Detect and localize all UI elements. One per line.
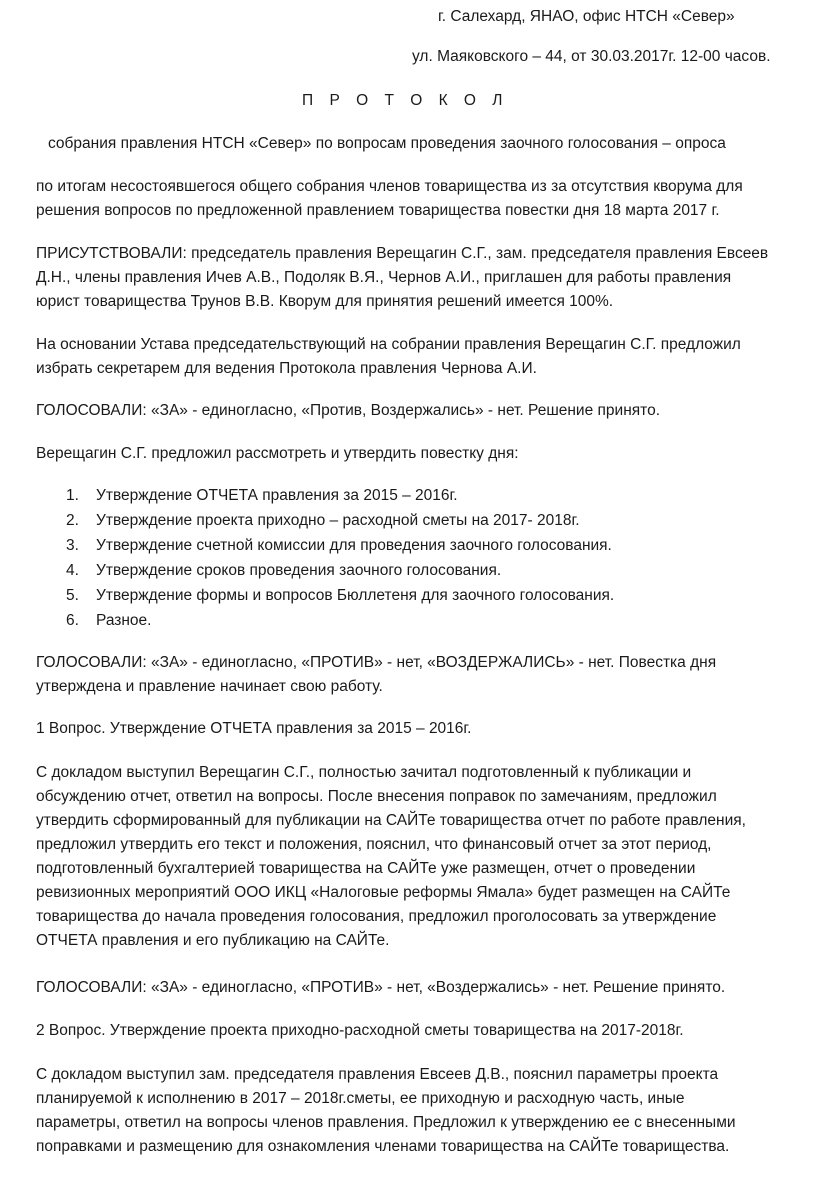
agenda-intro: Верещагин С.Г. предложил рассмотреть и утвердить повестку дня: <box>36 445 519 462</box>
intro-line-1: по итогам несостоявшегося общего собрания членов товарищества из за отсутствия кворума для <box>36 178 743 195</box>
agenda-item-number: 3. <box>66 537 79 554</box>
agenda-item-text: Утверждение сроков проведения заочного голосования. <box>96 562 502 579</box>
agenda-item-number: 1. <box>66 487 79 504</box>
agenda-item-number: 6. <box>66 612 79 629</box>
question-2-body-line: С докладом выступил зам. председателя правления Евсеев Д.В., пояснил параметры проекта <box>36 1066 719 1083</box>
question-1-body-line: утвердить сформированный для публикации на САЙТе товарищества отчет по работе правления, <box>36 812 746 829</box>
present-line-1: ПРИСУТСТВОВАЛИ: председатель правления Верещагин С.Г., зам. председателя правления Евсеев <box>36 245 769 262</box>
vote-2-line-2: утверждена и правление начинает свою работу. <box>36 678 383 695</box>
intro-line-2: решения вопросов по предложенной правлением товарищества повестки дня 18 марта 2017 г. <box>36 202 720 219</box>
agenda-item <box>66 510 580 532</box>
question-1-body-line: товарищества до начала проведения голосования, предложил проголосовать за утверждение <box>36 908 717 925</box>
vote-3: ГОЛОСОВАЛИ: «ЗА» - единогласно, «ПРОТИВ» - нет, «Воздержались» - нет. Решение принято. <box>36 979 726 996</box>
question-1-body-line: ОТЧЕТА правления и его публикацию на САЙТе. <box>36 932 390 949</box>
question-2-title: 2 Вопрос. Утверждение проекта приходно-расходной сметы товарищества на 2017-2018г. <box>36 1022 684 1039</box>
question-1-body-line: обсуждению отчет, ответил на вопросы. После внесения поправок по замечаниям, предложил <box>36 788 717 805</box>
agenda-item <box>66 585 614 607</box>
vote-2-line-1: ГОЛОСОВАЛИ: «ЗА» - единогласно, «ПРОТИВ» - нет, «ВОЗДЕРЖАЛИСЬ» - нет. Повестка дня <box>36 654 717 671</box>
header-address: ул. Маяковского – 44, от 30.03.2017г. 12-00 часов. <box>412 48 771 65</box>
secretary-line-1: На основании Устава председательствующий на собрании правления Верещагин С.Г. предложил <box>36 336 741 353</box>
agenda-item <box>66 485 458 507</box>
agenda-item-text: Разное. <box>96 612 152 629</box>
question-1-body-line: подготовленный бухгалтерией товарищества на САЙТе уже размещен, отчет о проведении <box>36 860 696 877</box>
question-1-title: 1 Вопрос. Утверждение ОТЧЕТА правления за 2015 – 2016г. <box>36 720 472 737</box>
question-1-body-line: предложил утвердить его текст и положения, пояснил, что финансовый отчет за этот период, <box>36 836 712 853</box>
agenda-item <box>66 535 612 557</box>
agenda-item <box>66 560 501 582</box>
agenda-item-number: 2. <box>66 512 79 529</box>
agenda-item <box>66 610 151 632</box>
question-2-body-line: планируемой к исполнению в 2017 – 2018г.сметы, ее приходную и расходную часть, иные <box>36 1090 685 1107</box>
agenda-item-text: Утверждение формы и вопросов Бюллетеня для заочного голосования. <box>96 587 615 604</box>
document-subtitle: собрания правления НТСН «Север» по вопросам проведения заочного голосования – опроса <box>48 135 726 152</box>
document-title: П Р О Т О К О Л <box>302 92 509 109</box>
agenda-item-text: Утверждение счетной комиссии для проведения заочного голосования. <box>96 537 612 554</box>
present-line-2: Д.Н., члены правления Ичев А.В., Подоляк В.Я., Чернов А.И., приглашен для работы правления <box>36 269 732 286</box>
agenda-item-text: Утверждение проекта приходно – расходной сметы на 2017- 2018г. <box>96 512 580 529</box>
agenda-item-number: 5. <box>66 587 79 604</box>
header-location: г. Салехард, ЯНАО, офис НТСН «Север» <box>438 8 735 25</box>
question-1-body-line: С докладом выступил Верещагин С.Г., полностью зачитал подготовленный к публикации и <box>36 764 692 781</box>
question-1-body-line: ревизионных мероприятий ООО ИКЦ «Налоговые реформы Ямала» будет размещен на САЙТе <box>36 884 731 901</box>
agenda-item-text: Утверждение ОТЧЕТА правления за 2015 – 2016г. <box>96 487 458 504</box>
question-2-body-line: параметры, ответил на вопросы членов правления. Предложил к утверждению ее с внесенными <box>36 1114 736 1131</box>
vote-1: ГОЛОСОВАЛИ: «ЗА» - единогласно, «Против, Воздержались» - нет. Решение принято. <box>36 402 660 419</box>
secretary-line-2: избрать секретарем для ведения Протокола правления Чернова А.И. <box>36 360 537 377</box>
present-line-3: юрист товарищества Трунов В.В. Кворум для принятия решений имеется 100%. <box>36 293 614 310</box>
question-2-body-line: поправками и размещению для ознакомления членами товарищества на САЙТе товарищества. <box>36 1138 730 1155</box>
agenda-item-number: 4. <box>66 562 79 579</box>
